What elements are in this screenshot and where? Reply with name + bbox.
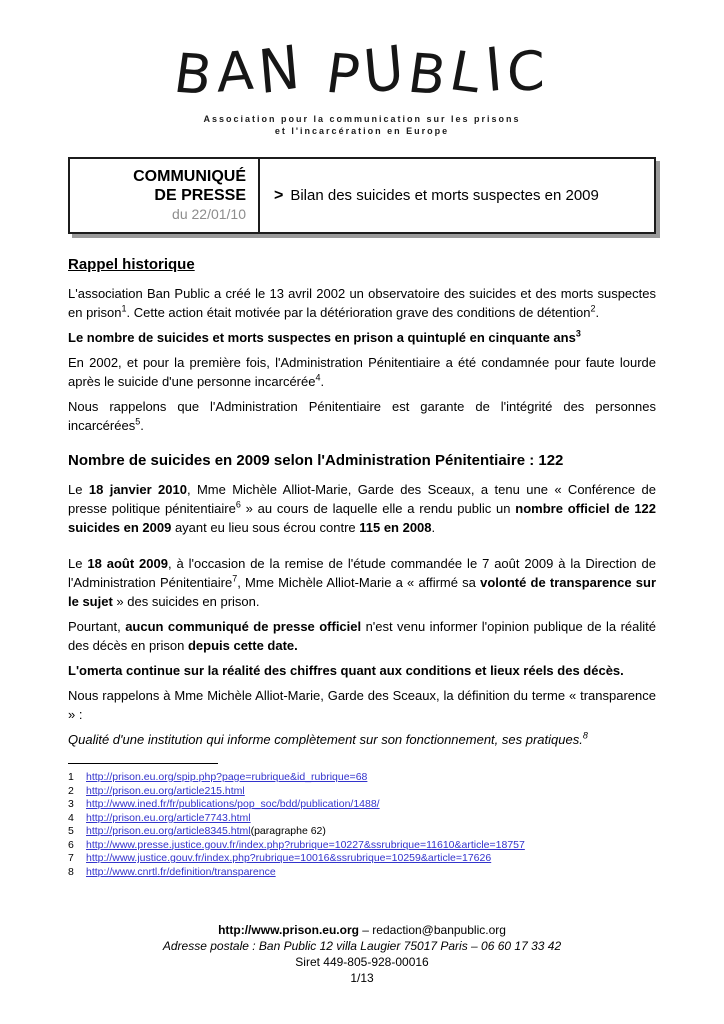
tagline-line-1: Association pour la communication sur les prisons [203,114,521,124]
logo-letter: C [505,38,550,105]
press-title-line-2: DE PRESSE [154,187,246,204]
footer-site: http://www.prison.eu.org [218,923,359,937]
text-run: nombre officiel de 122 suicides en 2009 [68,501,657,535]
footnote-link[interactable]: http://prison.eu.org/spip.php?page=rubrique&id_rubrique=68 [86,771,368,783]
footnote-number: 3 [68,798,74,810]
text-run: depuis cette date. [187,638,298,653]
text-run: Le [68,556,88,571]
text-run: Pourtant, [68,619,126,634]
footer-address: Adresse postale : Ban Public 12 villa Laugier 75017 Paris – 06 60 17 33 42 [162,939,562,953]
footnote [68,839,656,853]
logo-letter: B [170,41,221,108]
page-footer [0,922,724,986]
logo-letter: N [255,31,308,108]
press-box-left [70,159,260,232]
paragraph [68,397,656,435]
footnote-ref: 5 [135,416,141,427]
press-title [78,167,246,205]
paragraph [68,730,656,749]
paragraph [68,353,656,391]
paragraph [68,554,656,611]
footer-email: – redaction@banpublic.org [358,923,506,937]
footnote-link[interactable]: http://prison.eu.org/article7743.html [86,811,251,824]
text-run: . [431,520,436,535]
footnote-number: 6 [68,838,74,851]
logo-letter: I [482,33,510,107]
press-title-line-1: COMMUNIQUÉ [133,168,246,185]
paragraph [68,480,656,537]
footnote-ref: 4 [315,372,321,383]
text-run: , à l'occasion de la remise de l'étude commandée le 7 août 2009 à la Direction de l'Administration Pénitentiaire [68,556,657,590]
text-run: 18 août 2009 [87,556,168,571]
footnote-number: 2 [68,784,74,797]
footnote-link[interactable]: http://www.ined.fr/fr/publications/pop_soc/bdd/publication/1488/ [86,798,380,810]
footnote-link[interactable]: http://www.presse.justice.gouv.fr/index.php?rubrique=10227&ssrubrique=11610&article=18757 [86,838,525,851]
footnote [68,785,656,799]
footnote-number: 1 [68,771,74,783]
text-run: aucun communiqué de presse officiel [125,619,362,634]
text-run: L'omerta continue sur la réalité des chiffres quant aux conditions et lieux réels des décès. [68,663,624,678]
text-run: Nombre de suicides en 2009 selon l'Administration Pénitentiaire : 122 [68,452,564,469]
section-heading [68,256,656,273]
footnote-number: 5 [68,825,74,837]
text-run: Nous rappelons à Mme Michèle Alliot-Marie, Garde des Sceaux, la définition du terme « transparence » : [68,688,656,722]
footer-contact-line [0,922,724,938]
page-number: 1/13 [350,971,374,985]
footnote-note: (paragraphe 62) [250,825,326,837]
footnote-link[interactable]: http://prison.eu.org/article215.html [86,784,245,797]
footnote-number: 7 [68,852,74,864]
text-run: Qualité d'une institution qui informe complètement sur son fonctionnement, ses pratiques. [68,732,583,747]
text-run: , Mme Michèle Alliot-Marie, Garde des Sceaux, a tenu une « Conférence de presse politique pénitentiaire [68,482,656,516]
text-run: . [595,305,600,320]
document-body [68,256,656,749]
footnote [68,798,656,812]
text-run: , Mme Michèle Alliot-Marie a « affirmé sa [237,575,481,590]
logo [0,0,724,137]
text-run: . Cette action était motivée par la détérioration grave des conditions de détention [126,305,591,320]
footnote-ref: 8 [582,730,588,741]
text-run: n'est venu informer l'opinion publique de la réalité des décès en prison [68,619,656,653]
footnote-number: 4 [68,811,74,824]
logo-letter: L [444,39,492,106]
paragraph [68,328,656,347]
footnote-link[interactable]: http://www.justice.gouv.fr/index.php?rubrique=10016&ssrubrique=10259&article=17626 [86,852,492,864]
paragraph [68,284,656,322]
logo-letter: B [403,41,455,108]
text-run: 18 janvier 2010 [88,482,187,497]
text-run: ayant eu lieu sous écrou contre [171,520,360,535]
text-run: En 2002, et pour la première fois, l'Administration Pénitentiaire a été condamnée pour faute lourde après le suicide d'une personne incarcérée [68,355,656,389]
paragraph [68,661,656,680]
paragraph [68,617,656,655]
arrow-glyph: > [274,186,284,204]
text-run: Rappel historique [68,256,195,273]
logo-letter: U [360,31,412,108]
footnote [68,825,656,839]
footnote-link[interactable]: http://prison.eu.org/article8345.html [86,825,251,837]
text-run: . [140,418,144,433]
footnote [68,852,656,866]
footnote [68,771,656,785]
text-run: Le [68,482,89,497]
text-run: L'association Ban Public a créé le 13 avril 2002 un observatoire des suicides et des morts suspectes en prison [68,286,656,320]
logo-tagline [0,113,724,137]
footnotes [68,771,656,879]
text-run: volonté de transparence sur le sujet [68,575,657,609]
text-run: Le nombre de suicides et morts suspectes en prison a quintuplé en cinquante ans [68,330,576,345]
press-release-header-box [68,157,656,234]
logo-letter: P [321,41,368,108]
footnote-separator [68,763,218,764]
footnote [68,866,656,880]
logo-letter: A [216,38,260,105]
text-run: » au cours de laquelle elle a rendu public un [240,501,516,516]
text-run: Nous rappelons que l'Administration Pénitentiaire est garante de l'intégrité des personnes incarcérées [68,399,656,433]
text-run: . [320,374,325,389]
tagline-line-2: et l'incarcération en Europe [274,126,450,136]
paragraph [68,686,656,724]
press-box-subject [260,159,654,232]
press-subject-text: Bilan des suicides et morts suspectes en 2009 [290,187,599,204]
text-run: 115 en 2008 [359,520,432,535]
footnote [68,812,656,826]
footnote-link[interactable]: http://www.cnrtl.fr/definition/transparence [86,865,276,878]
footer-siret: Siret 449-805-928-00016 [295,955,429,969]
press-date: du 22/01/10 [172,206,246,222]
footnote-number: 8 [68,865,74,878]
text-run: » des suicides en prison. [112,594,260,609]
logo-wordmark [170,31,552,108]
section-heading [68,452,656,469]
footnote-ref: 2 [590,303,596,314]
footnote-ref: 7 [232,573,238,584]
footnote-ref: 6 [235,499,241,510]
footnote-ref: 3 [575,328,581,339]
footnote-ref: 1 [121,303,127,314]
